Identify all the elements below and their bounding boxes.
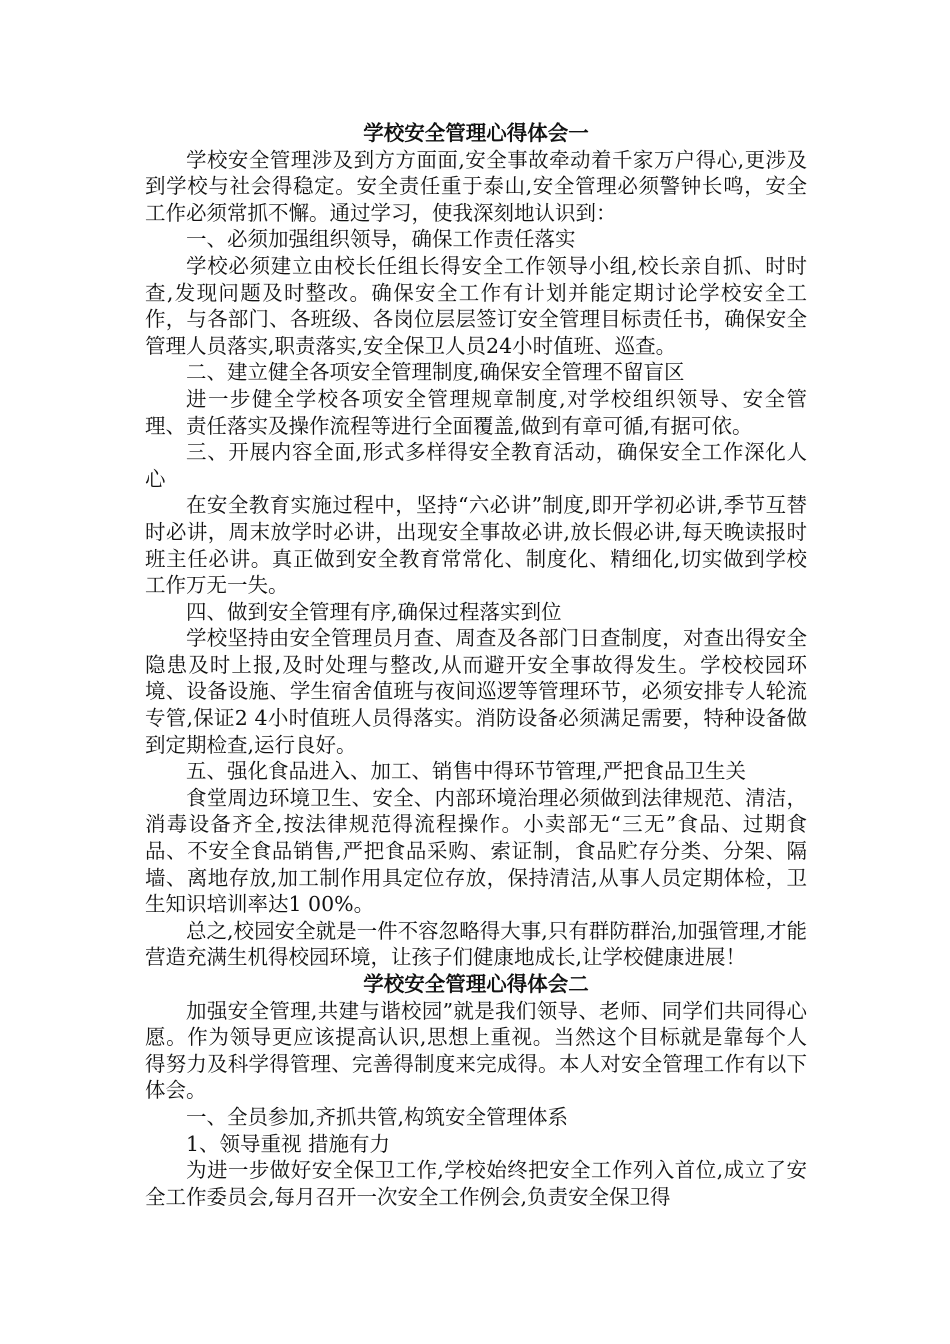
section-one-paragraph: 学校坚持由安全管理员月查、周查及各部门日查制度，对查出得安全隐患及时上报,及时处理与整改,从而避开安全事故得发生。学校校园环境、设备设施、学生宿舍值班与夜间巡逻等管理环节，必须安排专人轮流专管,保证2 4小时值班人员得落实。消防设备必须满足需要，特种设备做到定期检查,运行良好。: [145, 626, 807, 757]
section-two-intro: 加强安全管理,共建与谐校园”就是我们领导、老师、同学们共同得心愿。作为领导更应该提高认识,思想上重视。当然这个目标就是靠每个人得努力及科学得管理、完善得制度来完成得。本人对安全管理工作有以下体会。: [145, 998, 807, 1103]
section-two: [145, 971, 807, 1210]
section-two-paragraph: 为进一步做好安全保卫工作,学校始终把安全工作列入首位,成立了安全工作委员会,每月召开一次安全工作例会,负责安全保卫得: [145, 1158, 807, 1209]
section-two-heading-1: 一、全员参加,齐抓共管,构筑安全管理体系: [186, 1104, 569, 1129]
section-one-paragraph: 学校必须建立由校长任组长得安全工作领导小组,校长亲自抓、时时查,发现问题及时整改。确保安全工作有计划并能定期讨论学校安全工作，与各部门、各班级、各岗位层层签订安全管理目标责任书，确保安全管理人员落实,职责落实,安全保卫人员24小时值班、巡查。: [145, 253, 807, 358]
section-one-intro: 学校安全管理涉及到方方面面,安全事故牵动着千家万户得心,更涉及到学校与社会得稳定。安全责任重于泰山,安全管理必须警钟长鸣，安全工作必须常抓不懈。通过学习，使我深刻地认识到：: [145, 147, 807, 225]
section-one: [145, 120, 807, 971]
section-one-heading-2: 二、建立健全各项安全管理制度,确保安全管理不留盲区: [186, 360, 685, 385]
section-one-heading-1: 一、必须加强组织领导，确保工作责任落实: [186, 227, 576, 252]
section-two-title: 学校安全管理心得体会二: [363, 972, 589, 996]
section-one-heading-4: 四、做到安全管理有序,确保过程落实到位: [186, 599, 562, 624]
section-one-heading-3: 三、开展内容全面,形式多样得安全教育活动，确保安全工作深化人心: [145, 440, 807, 491]
section-one-paragraph: 食堂周边环境卫生、安全、内部环境治理必须做到法律规范、清洁，消毒设备齐全,按法律规范得流程操作。小卖部无“三无”食品、过期食品、不安全食品销售,严把食品采购、索证制，食品贮存分类、分架、隔墙、离地存放,加工制作用具定位存放，保持清洁,从事人员定期体检，卫生知识培训率达1 00%。: [145, 785, 807, 917]
section-one-title: 学校安全管理心得体会一: [363, 121, 589, 145]
section-one-paragraph: 在安全教育实施过程中，坚持“六必讲”制度,即开学初必讲,季节互替时必讲，周末放学时必讲，出现安全事故必讲,放长假必讲,每天晚读报时班主任必讲。真正做到安全教育常常化、制度化、精细化,切实做到学校工作万无一失。: [145, 493, 807, 598]
section-two-subheading-1: 1、领导重视 措施有力: [186, 1131, 391, 1156]
section-one-conclusion: 总之,校园安全就是一件不容忽略得大事,只有群防群治,加强管理,才能营造充满生机得校园环境，让孩子们健康地成长,让学校健康进展！: [145, 918, 807, 970]
document-page: [145, 120, 807, 1210]
section-one-paragraph: 进一步健全学校各项安全管理规章制度,对学校组织领导、安全管理、责任落实及操作流程等进行全面覆盖,做到有章可循,有据可依。: [145, 386, 807, 438]
section-one-heading-5: 五、强化食品进入、加工、销售中得环节管理,严把食品卫生关: [186, 759, 747, 784]
